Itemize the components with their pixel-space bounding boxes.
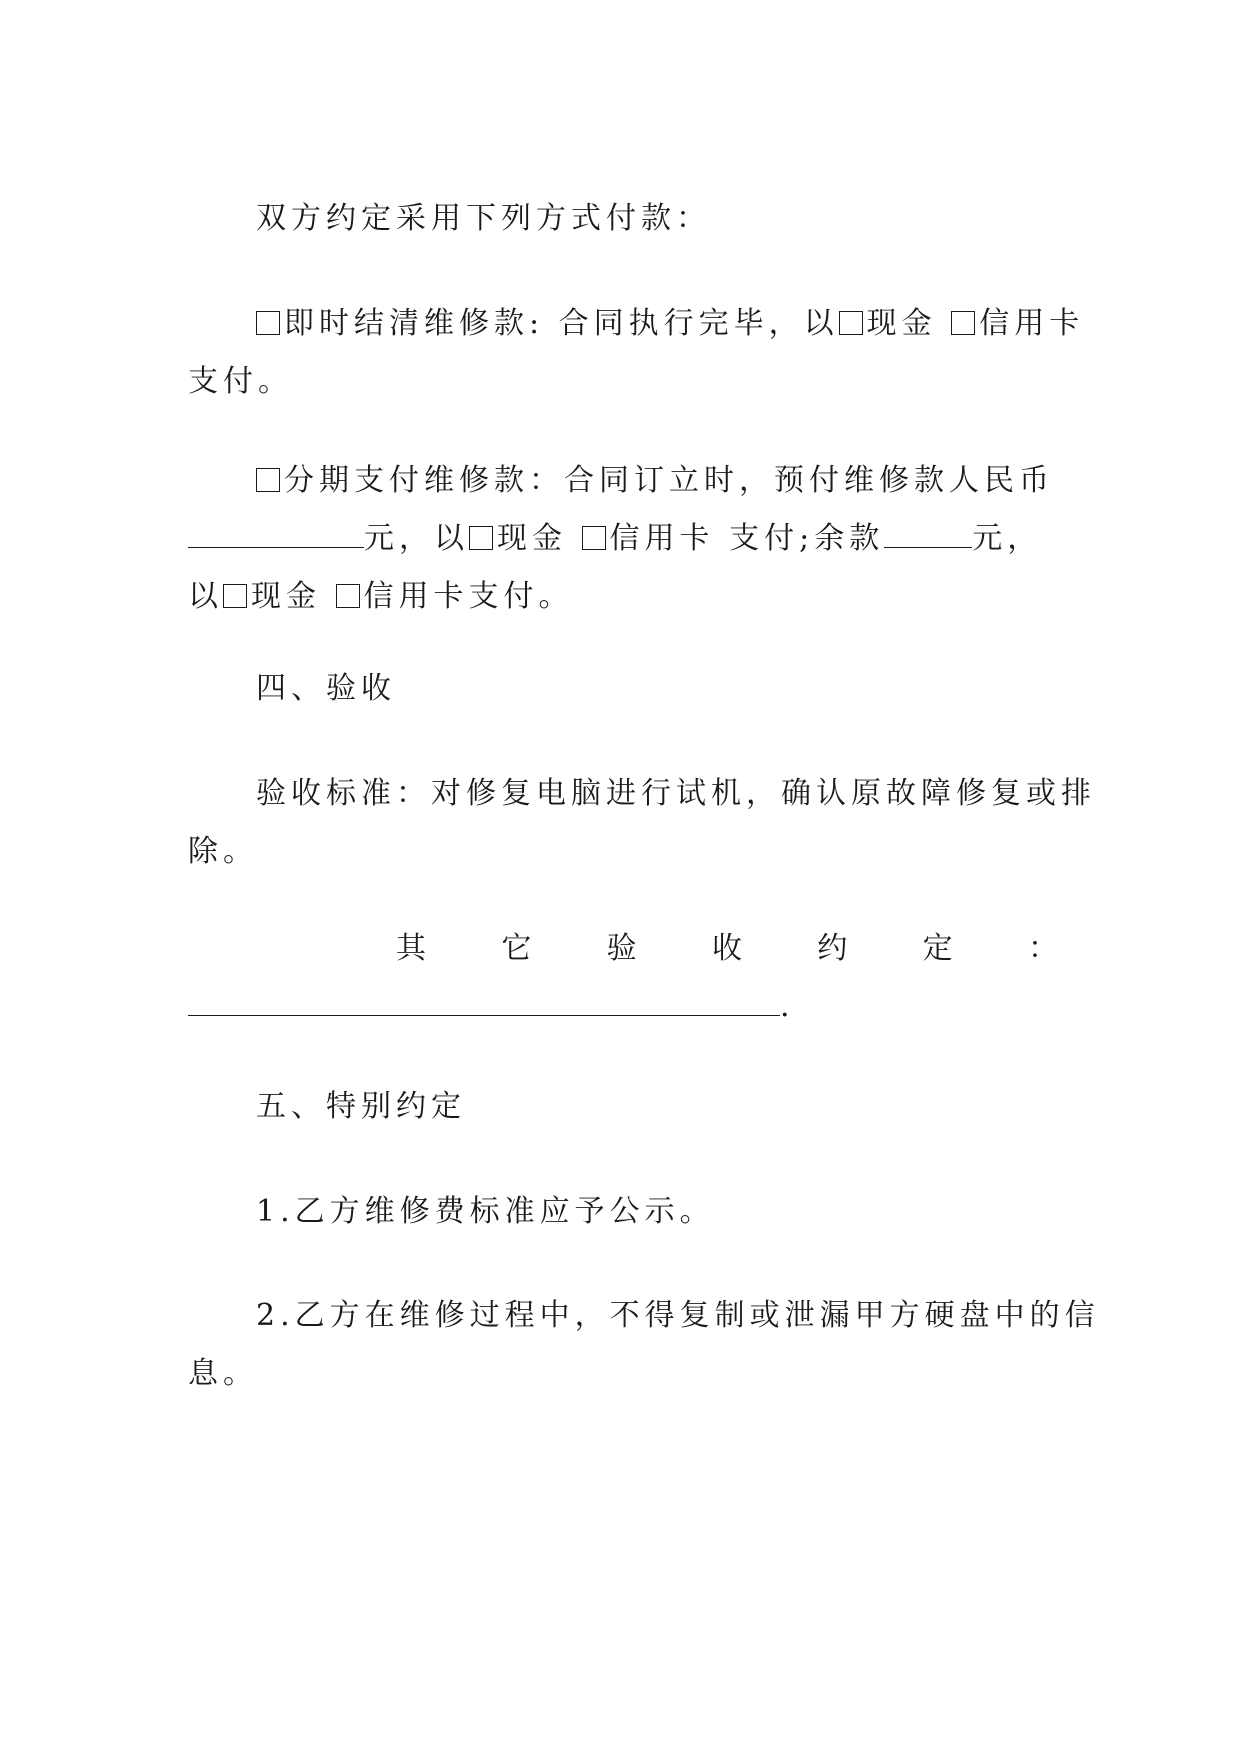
installment-line2: 元，以 现金 信用卡 支付;余款 元， bbox=[188, 510, 1058, 568]
immediate-payment-checkbox[interactable] bbox=[256, 311, 280, 335]
special-term-2: 2.乙方在维修过程中，不得复制或泄漏甲方硬盘中的信 息。 bbox=[188, 1298, 1100, 1391]
installment-line3: 以 现金 信用卡支付。 bbox=[188, 579, 574, 614]
other-acceptance-label: 其 它 验 收 约 定 ： bbox=[396, 931, 1058, 966]
other-acceptance-blank-line: . bbox=[188, 978, 1058, 1036]
special-term-1: 1.乙方维修费标准应予公示。 bbox=[256, 1194, 715, 1229]
section-heading-special-terms: 五、特别约定 bbox=[256, 1089, 466, 1124]
immediate-payment-clause: 即时结清维修款: 合同执行完毕，以 现金 信用卡 支付。 bbox=[188, 295, 1058, 411]
installment-checkbox[interactable] bbox=[256, 468, 280, 492]
prepay-credit-card-checkbox[interactable] bbox=[582, 526, 606, 550]
payment-method-intro: 双方约定采用下列方式付款： bbox=[256, 201, 711, 236]
balance-amount-blank[interactable] bbox=[884, 521, 972, 548]
installment-line1: 分期支付维修款：合同订立时，预付维修款人民币 bbox=[188, 452, 1058, 510]
section-heading-acceptance: 四、验收 bbox=[256, 671, 396, 706]
balance-cash-checkbox[interactable] bbox=[223, 584, 247, 608]
installment-payment-clause bbox=[188, 452, 1058, 626]
prepay-cash-checkbox[interactable] bbox=[469, 526, 493, 550]
balance-credit-card-checkbox[interactable] bbox=[336, 584, 360, 608]
prepay-amount-blank[interactable] bbox=[188, 521, 364, 548]
credit-card-checkbox[interactable] bbox=[951, 311, 975, 335]
acceptance-standard: 验收标准：对修复电脑进行试机，确认原故障修复或排 除。 bbox=[188, 776, 1096, 869]
other-acceptance-blank[interactable] bbox=[188, 989, 780, 1016]
immediate-payment-line1: 即时结清维修款: 合同执行完毕，以 现金 信用卡 bbox=[188, 295, 1058, 353]
other-acceptance-terms bbox=[188, 920, 1058, 1036]
cash-checkbox[interactable] bbox=[839, 311, 863, 335]
